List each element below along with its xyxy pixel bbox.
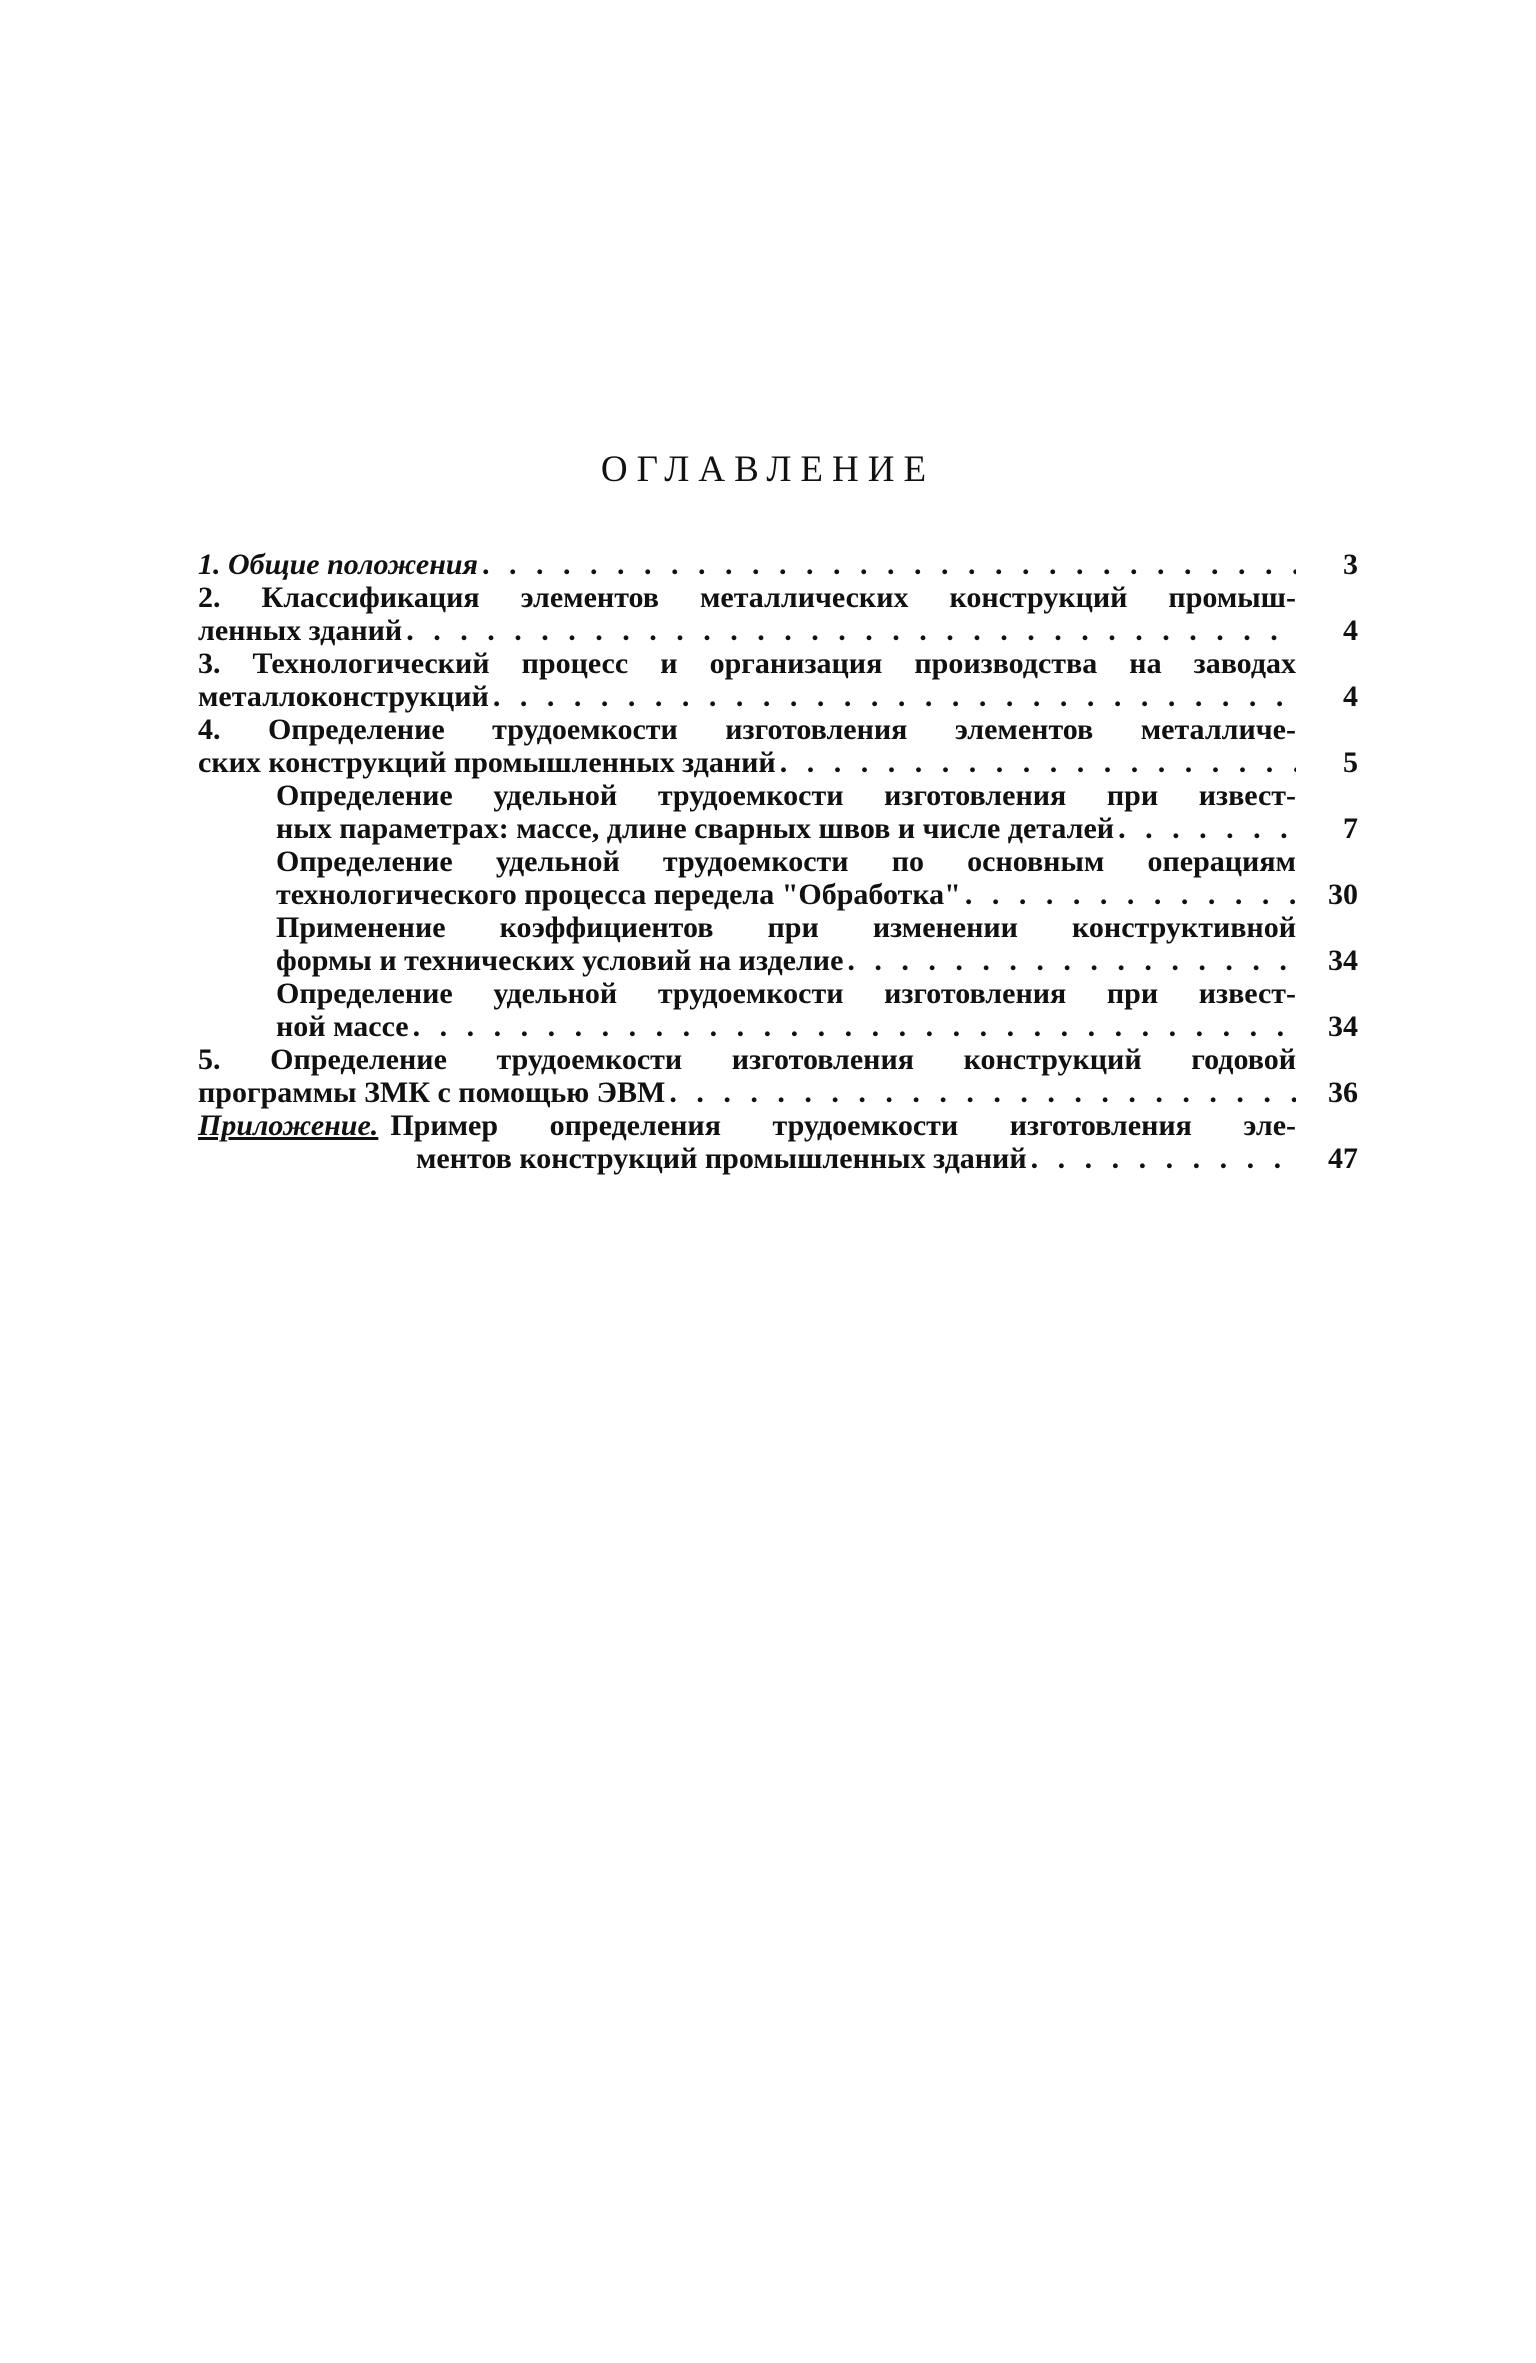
dot-leader	[669, 1076, 1296, 1109]
toc-entry-text: Определение удельной трудоемкости по основным операциям	[276, 845, 1296, 878]
page-number: 4	[1343, 680, 1358, 713]
page-number: 47	[1328, 1142, 1358, 1175]
toc-entry-text: Определение удельной трудоемкости изготовления при извест-	[276, 779, 1296, 812]
page-number: 4	[1343, 614, 1358, 647]
toc-entry-text: Определение удельной трудоемкости изготовления при извест-	[276, 977, 1296, 1010]
toc-entry-1[interactable]	[198, 548, 1358, 581]
toc-subentry-3[interactable]	[198, 911, 1358, 977]
toc-subentry-1[interactable]	[198, 779, 1358, 845]
dot-leader	[493, 680, 1296, 713]
toc-entry-text: ленных зданий	[198, 614, 403, 647]
toc-entry-text: Пример определения трудоемкости изготовления эле-	[390, 1109, 1296, 1142]
toc-subentry-2[interactable]	[198, 845, 1358, 911]
dot-leader	[847, 944, 1296, 977]
page-number: 7	[1343, 812, 1358, 845]
toc-subentry-4[interactable]	[198, 977, 1358, 1043]
page-number: 34	[1328, 944, 1358, 977]
table-of-contents	[198, 548, 1358, 1175]
dot-leader	[482, 548, 1296, 581]
toc-entry-5[interactable]	[198, 1043, 1358, 1109]
toc-entry-text: 5. Определение трудоемкости изготовления конструкций годовой	[198, 1043, 1296, 1076]
toc-entry-4[interactable]	[198, 713, 1358, 779]
toc-entry-text: металлоконструкций	[198, 680, 489, 713]
appendix-label: Приложение.	[198, 1109, 379, 1142]
toc-entry-text: технологического процесса передела "Обработка"	[276, 878, 961, 911]
toc-entry-text: 1. Общие положения	[198, 548, 478, 581]
toc-entry-text: ментов конструкций промышленных зданий	[416, 1142, 1027, 1175]
toc-entry-2[interactable]	[198, 581, 1358, 647]
page-number: 3	[1343, 548, 1358, 581]
toc-entry-text: программы ЗМК с помощью ЭВМ	[198, 1076, 666, 1109]
toc-entry-3[interactable]	[198, 647, 1358, 713]
toc-entry-text: ных параметрах: массе, длине сварных швов и числе деталей	[276, 812, 1115, 845]
toc-entry-text: 2. Классификация элементов металлических конструкций промыш-	[198, 581, 1296, 614]
toc-entry-text: ной массе	[276, 1010, 409, 1043]
toc-entry-text: Применение коэффициентов при изменении конструктивной	[276, 911, 1296, 944]
page-number: 30	[1328, 878, 1358, 911]
toc-entry-text: 3. Технологический процесс и организация производства на заводах	[198, 647, 1296, 680]
toc-entry-text: ских конструкций промышленных зданий	[198, 746, 776, 779]
page-number: 34	[1328, 1010, 1358, 1043]
dot-leader	[965, 878, 1296, 911]
page-number: 36	[1328, 1076, 1358, 1109]
toc-entry-text: формы и технических условий на изделие	[276, 944, 844, 977]
dot-leader	[1031, 1142, 1296, 1175]
dot-leader	[780, 746, 1296, 779]
page-title: ОГЛАВЛЕНИЕ	[600, 449, 936, 490]
toc-appendix[interactable]	[198, 1109, 1358, 1175]
toc-entry-text: 4. Определение трудоемкости изготовления элементов металличе-	[198, 713, 1296, 746]
dot-leader	[406, 614, 1296, 647]
page-number: 5	[1343, 746, 1358, 779]
dot-leader	[413, 1010, 1296, 1043]
dot-leader	[1118, 812, 1296, 845]
